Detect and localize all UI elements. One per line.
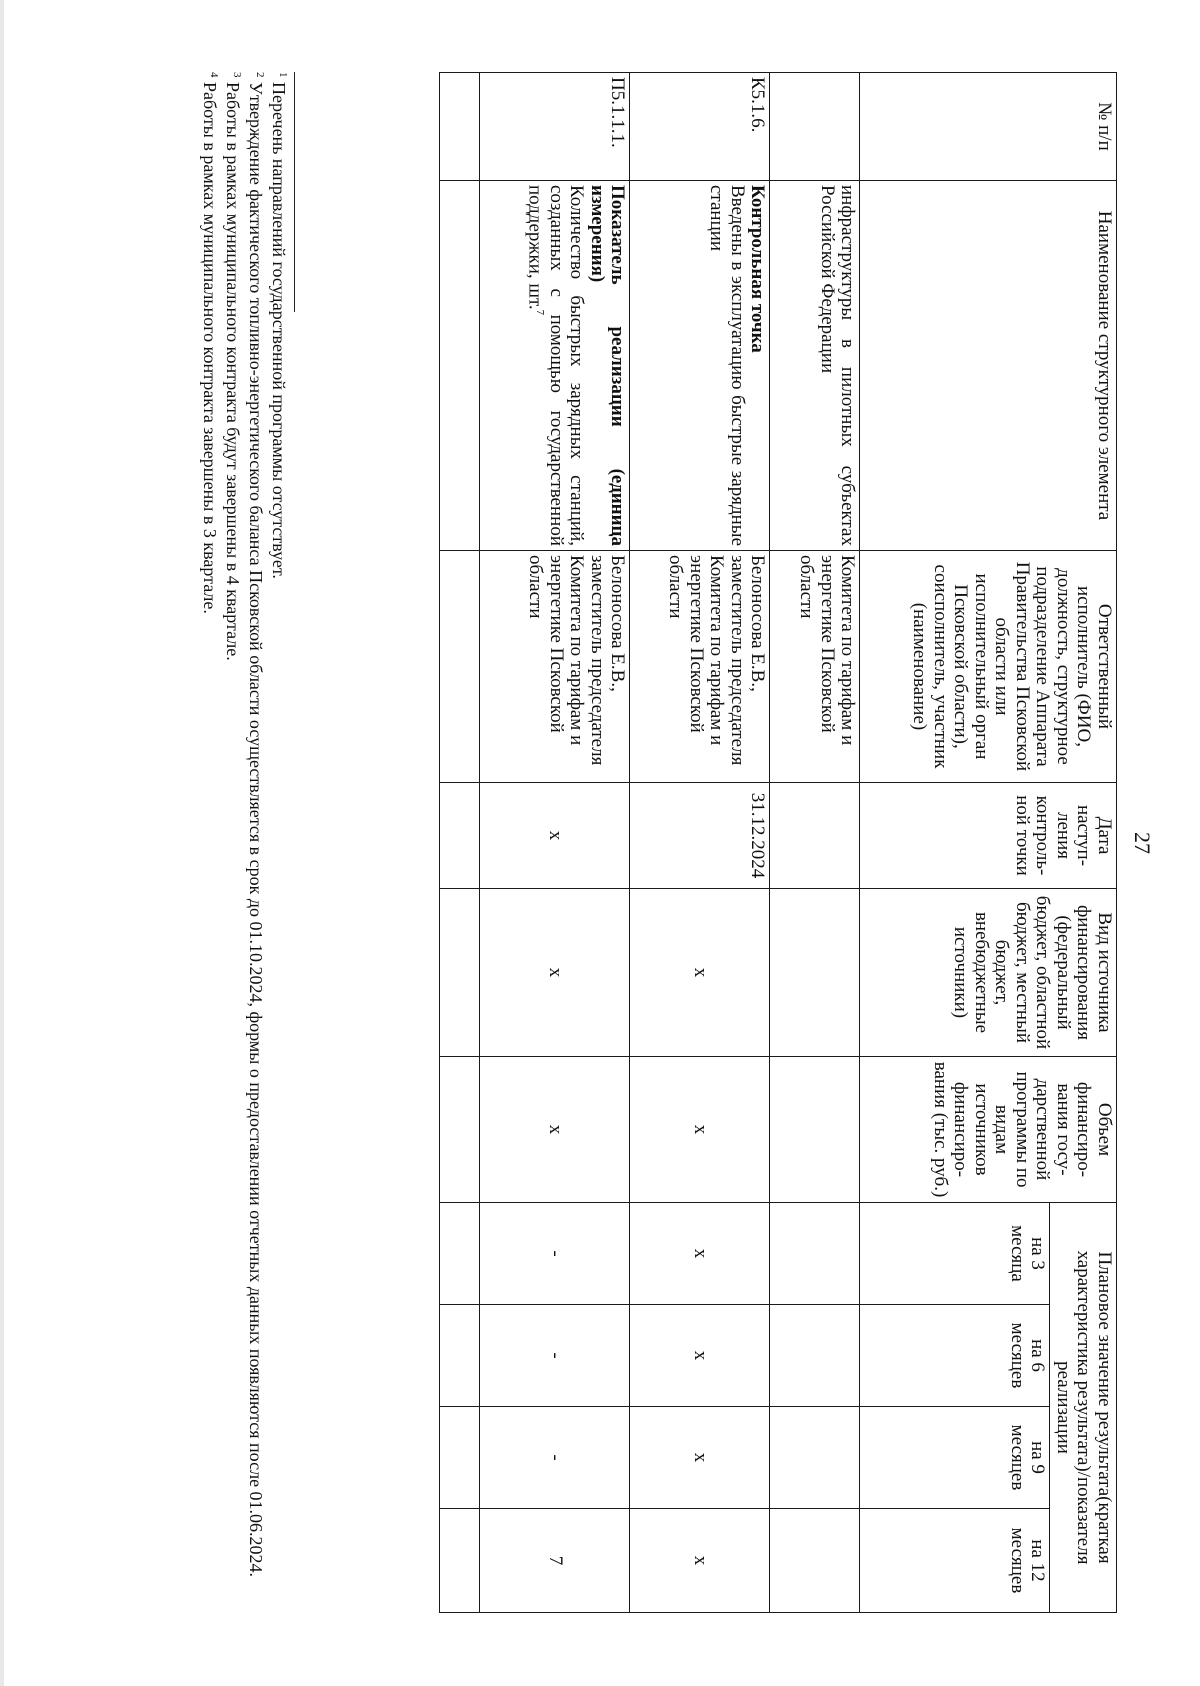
cell-name xyxy=(630,181,770,551)
cell-source xyxy=(440,889,480,1057)
cell-m9: - xyxy=(480,1407,630,1509)
table-row xyxy=(480,73,630,1613)
footnote-text: Перечень направлений государственной программы отсутствует. xyxy=(269,82,289,579)
footnote-text: Утверждение фактического топливно-энергетического баланса Псковской области осуществляется в срок до 01.10.2024, формы о предоставлении отчетных данных появляются после 01.06.2024. xyxy=(245,82,266,1578)
table-row xyxy=(440,73,480,1613)
footnote-mark: 1 xyxy=(277,72,289,78)
cell-date xyxy=(770,783,860,889)
cell-m12 xyxy=(770,1509,860,1613)
header-source: Вид источника финансирования (федеральный бюджет, областной бюджет, местный бюджет, внебюджетные источники) xyxy=(860,889,1117,1057)
cell-responsible: Белоносова Е.В., заместитель председателя Комитета по тарифам и энергетике Псковской области xyxy=(480,551,630,783)
cell-source xyxy=(770,889,860,1057)
cell-name: инфраструктуры в пилотных субъектах Российской Федерации xyxy=(770,181,860,551)
cell-m12: x xyxy=(630,1509,770,1613)
cell-m12: 7 xyxy=(480,1509,630,1613)
footnote-divider xyxy=(294,72,295,312)
header-row xyxy=(1050,73,1117,1613)
footnote-mark: 4 xyxy=(207,72,220,78)
implementation-plan-table xyxy=(439,72,1117,1613)
cell-responsible xyxy=(440,551,480,783)
cell-m9 xyxy=(440,1407,480,1509)
footnote xyxy=(244,72,267,1632)
cell-date: x xyxy=(480,783,630,889)
cell-m6: x xyxy=(630,1305,770,1407)
cell-name-text: Количество быстрых зарядных станций, созданных с помощью государственной поддержки, шт. xyxy=(525,185,588,546)
footnote xyxy=(221,72,244,1632)
header-m3: на 3 месяца xyxy=(860,1203,1050,1305)
cell-volume: x xyxy=(630,1057,770,1203)
cell-name xyxy=(440,181,480,551)
header-m12: на 12 месяцев xyxy=(860,1509,1050,1613)
footnote-text: Работы в рамках муниципального контракта будут завершены в 4 квартале. xyxy=(222,82,243,661)
table-row xyxy=(770,73,860,1613)
header-plan-group: Плановое значение результата(краткая характеристика результата)/показателя реализации xyxy=(1050,1203,1117,1613)
footnote-ref: 7 xyxy=(534,309,547,316)
cell-m12 xyxy=(440,1509,480,1613)
header-volume: Объем финансиро-вания госу-дарственной программы по видам источников финансиро-вания (тыс. руб.) xyxy=(860,1057,1117,1203)
cell-date: 31.12.2024 xyxy=(630,783,770,889)
table-row xyxy=(630,73,770,1613)
cell-date xyxy=(440,783,480,889)
cell-volume xyxy=(770,1057,860,1203)
page-number: 27 xyxy=(1130,832,1155,854)
cell-name xyxy=(480,181,630,551)
cell-name-heading: Показатель реализации (единица измерения) xyxy=(586,185,629,546)
header-m9: на 9 месяцев xyxy=(860,1407,1050,1509)
cell-m3: x xyxy=(630,1203,770,1305)
cell-m6: - xyxy=(480,1305,630,1407)
cell-m9: x xyxy=(630,1407,770,1509)
cell-volume xyxy=(440,1057,480,1203)
header-date: Дата наступ-ления контроль-ной точки xyxy=(860,783,1117,889)
cell-num: П5.1.1.1. xyxy=(480,73,630,181)
cell-num: К5.1.6. xyxy=(630,73,770,181)
cell-responsible: Белоносова Е.В., заместитель председателя Комитета по тарифам и энергетике Псковской области xyxy=(630,551,770,783)
cell-m9 xyxy=(770,1407,860,1509)
cell-num xyxy=(440,73,480,181)
cell-m6 xyxy=(770,1305,860,1407)
cell-source: x xyxy=(480,889,630,1057)
scan-edge xyxy=(0,0,4,1686)
cell-m3: - xyxy=(480,1203,630,1305)
header-m6: на 6 месяцев xyxy=(860,1305,1050,1407)
footnote xyxy=(198,72,221,1632)
footnote xyxy=(267,72,290,1632)
footnotes xyxy=(198,72,295,1632)
cell-name-text: Введены в эксплуатацию быстрые зарядные станции xyxy=(706,185,748,546)
cell-m3 xyxy=(770,1203,860,1305)
header-responsible: Ответственный исполнитель (ФИО, должность, структурное подразделение Аппарата Правительства Псковской области или исполнительный орган Псковской области), соисполнитель, участник (наименование) xyxy=(860,551,1117,783)
header-name: Наименование структурного элемента xyxy=(860,181,1117,551)
footnote-text: Работы в рамках муниципального контракта завершены в 3 квартале. xyxy=(199,82,220,614)
cell-name-heading: Контрольная точка xyxy=(747,185,769,353)
cell-m3 xyxy=(440,1203,480,1305)
cell-volume: x xyxy=(480,1057,630,1203)
cell-m6 xyxy=(440,1305,480,1407)
footnote-mark: 2 xyxy=(253,72,266,78)
header-num: № п/п xyxy=(860,73,1117,181)
footnote-mark: 3 xyxy=(230,72,243,78)
cell-responsible: Комитета по тарифам и энергетике Псковской области xyxy=(770,551,860,783)
cell-num xyxy=(770,73,860,181)
cell-source: x xyxy=(630,889,770,1057)
